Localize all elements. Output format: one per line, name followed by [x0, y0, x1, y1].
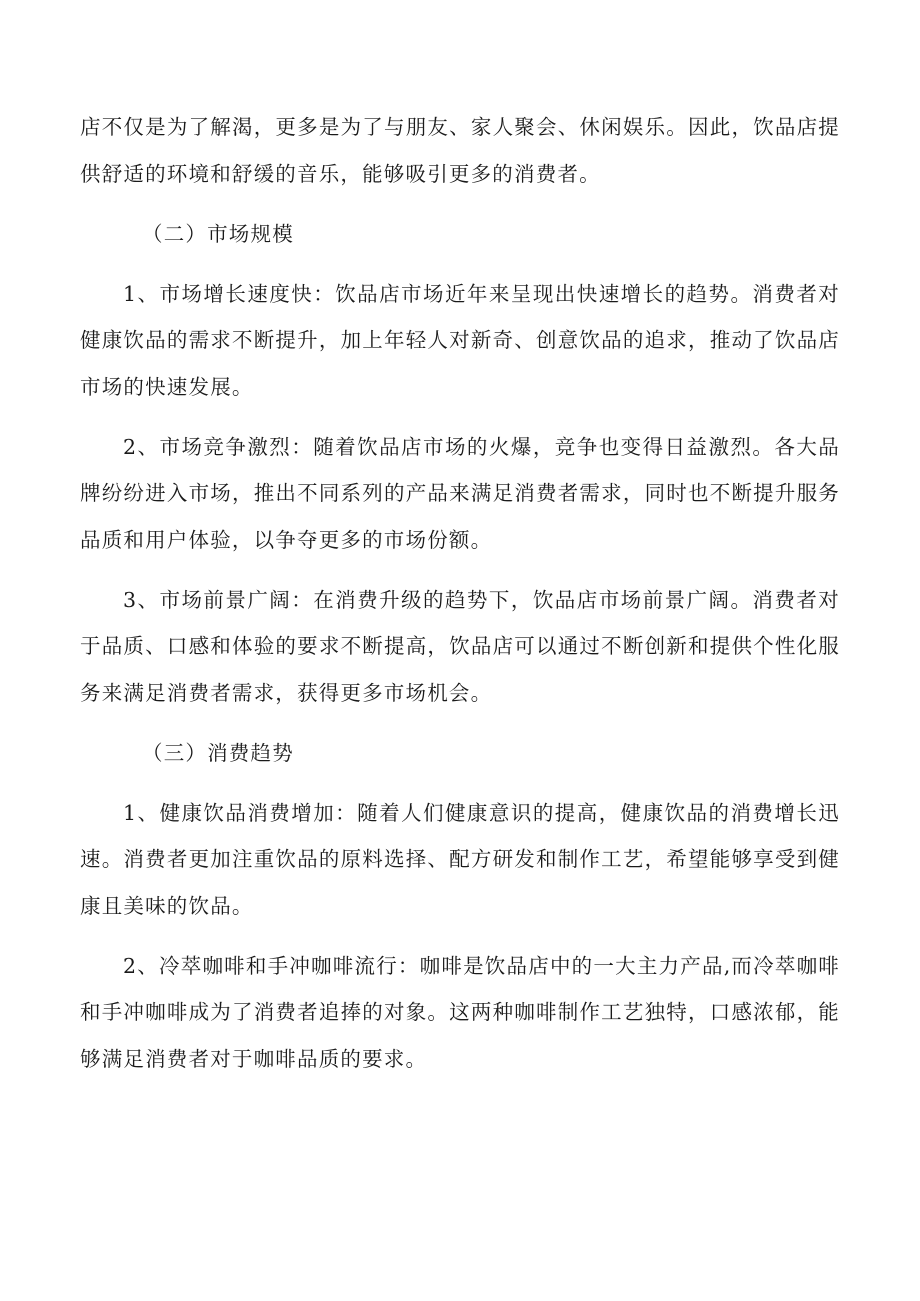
- market-size-item-3: 3、市场前景广阔：在消费升级的趋势下，饮品店市场前景广阔。消费者对于品质、口感和体验的要求不断提高，饮品店可以通过不断创新和提供个性化服务来满足消费者需求，获得更多市场机会。: [80, 587, 840, 705]
- section-heading-market-size: （二）市场规模: [142, 221, 294, 246]
- market-size-item-1: 1、市场增长速度快：饮品店市场近年来呈现出快速增长的趋势。消费者对健康饮品的需求不断提升，加上年轻人对新奇、创意饮品的追求，推动了饮品店市场的快速发展。: [80, 281, 840, 399]
- document-body: [80, 104, 840, 1096]
- market-size-item-2: 2、市场竞争激烈：随着饮品店市场的火爆，竞争也变得日益激烈。各大品牌纷纷进入市场，推出不同系列的产品来满足消费者需求，同时也不断提升服务品质和用户体验，以争夺更多的市场份额。: [80, 434, 840, 552]
- continuation-paragraph: 店不仅是为了解渴，更多是为了与朋友、家人聚会、休闲娱乐。因此，饮品店提供舒适的环境和舒缓的音乐，能够吸引更多的消费者。: [80, 115, 840, 186]
- consumption-trend-item-1: 1、健康饮品消费增加：随着人们健康意识的提高，健康饮品的消费增长迅速。消费者更加注重饮品的原料选择、配方研发和制作工艺，希望能够享受到健康且美味的饮品。: [80, 800, 840, 918]
- section-heading-consumption-trends: （三）消费趋势: [142, 740, 294, 765]
- consumption-trend-item-2: 2、冷萃咖啡和手冲咖啡流行：咖啡是饮品店中的一大主力产品,而冷萃咖啡和手冲咖啡成为了消费者追捧的对象。这两种咖啡制作工艺独特，口感浓郁，能够满足消费者对于咖啡品质的要求。: [80, 953, 840, 1071]
